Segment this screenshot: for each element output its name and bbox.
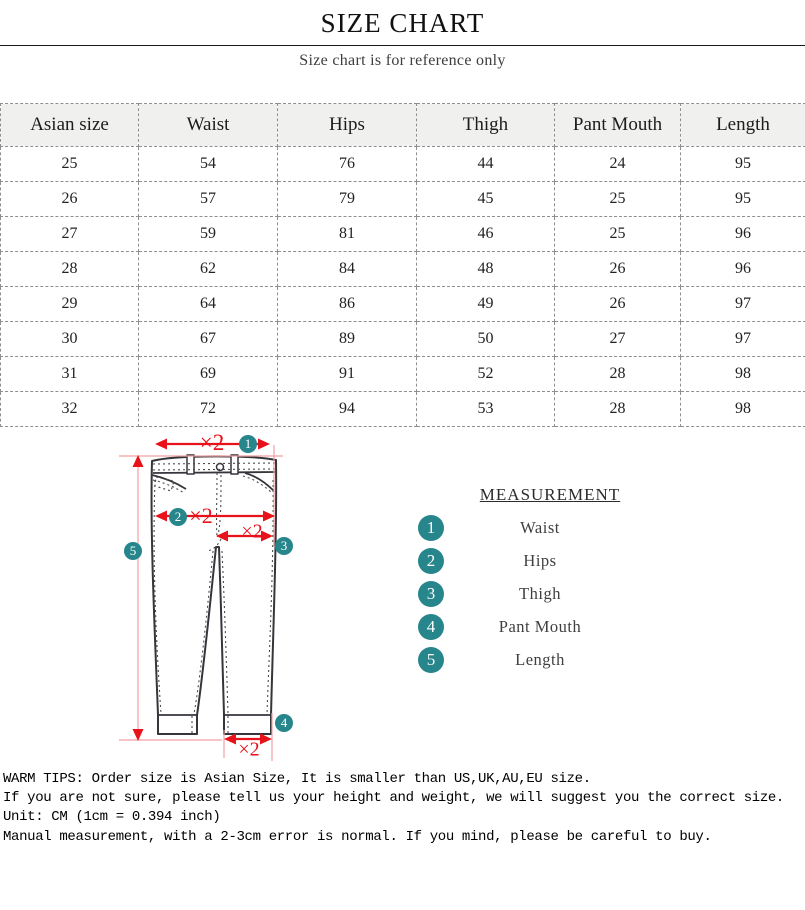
waist-marker-badge: 1 bbox=[239, 435, 257, 453]
column-header-pant-mouth: Pant Mouth bbox=[555, 104, 681, 147]
legend-label-thigh: Thigh bbox=[519, 583, 561, 603]
table-cell: 54 bbox=[139, 147, 278, 182]
table-row bbox=[1, 182, 805, 217]
table-cell: 96 bbox=[681, 217, 805, 252]
table-cell: 24 bbox=[555, 147, 681, 182]
table-header-row bbox=[1, 104, 805, 147]
warm-tips-line-1: WARM TIPS: Order size is Asian Size, It is smaller than US,UK,AU,EU size. bbox=[3, 771, 591, 787]
page-subtitle: Size chart is for reference only bbox=[299, 52, 506, 69]
table-cell: 25 bbox=[555, 217, 681, 252]
table-cell: 49 bbox=[417, 287, 555, 322]
table-cell: 26 bbox=[555, 287, 681, 322]
table-cell: 44 bbox=[417, 147, 555, 182]
measurement-diagram bbox=[0, 425, 805, 775]
table-cell: 46 bbox=[417, 217, 555, 252]
legend-badge-2: 2 bbox=[418, 548, 444, 574]
legend-item-thigh bbox=[410, 577, 690, 610]
table-cell: 95 bbox=[681, 182, 805, 217]
table-cell: 76 bbox=[278, 147, 417, 182]
table-cell: 57 bbox=[139, 182, 278, 217]
column-header-thigh: Thigh bbox=[417, 104, 555, 147]
legend-badge-5: 5 bbox=[418, 647, 444, 673]
length-marker-badge: 5 bbox=[124, 542, 142, 560]
pant-mouth-multiplier-label: ×2 bbox=[238, 738, 260, 761]
title-divider bbox=[0, 45, 805, 46]
table-row bbox=[1, 252, 805, 287]
table-cell: 84 bbox=[278, 252, 417, 287]
table-cell: 89 bbox=[278, 322, 417, 357]
table-row bbox=[1, 322, 805, 357]
column-header-length: Length bbox=[681, 104, 805, 147]
table-cell: 97 bbox=[681, 287, 805, 322]
page-title: SIZE CHART bbox=[320, 8, 485, 38]
column-header-hips: Hips bbox=[278, 104, 417, 147]
table-cell: 26 bbox=[555, 252, 681, 287]
table-cell: 28 bbox=[1, 252, 139, 287]
legend-badge-1: 1 bbox=[418, 515, 444, 541]
table-cell: 94 bbox=[278, 392, 417, 427]
table-cell: 64 bbox=[139, 287, 278, 322]
warm-tips-line-4: Manual measurement, with a 2-3cm error is normal. If you mind, please be careful to buy. bbox=[3, 828, 712, 845]
table-body bbox=[1, 147, 805, 427]
table-cell: 30 bbox=[1, 322, 139, 357]
legend-label-length: Length bbox=[515, 649, 565, 669]
warm-tips bbox=[3, 770, 803, 847]
table-cell: 27 bbox=[555, 322, 681, 357]
pants-illustration bbox=[152, 455, 277, 734]
size-table bbox=[0, 103, 805, 427]
table-row bbox=[1, 287, 805, 322]
legend-label-waist: Waist bbox=[520, 517, 560, 537]
legend-badge-3: 3 bbox=[418, 581, 444, 607]
table-cell: 52 bbox=[417, 357, 555, 392]
legend-item-pant-mouth bbox=[410, 610, 690, 643]
table-cell: 26 bbox=[1, 182, 139, 217]
legend-item-length bbox=[410, 643, 690, 676]
table-row bbox=[1, 217, 805, 252]
warm-tips-line-3: Unit: CM (1cm = 0.394 inch) bbox=[3, 809, 221, 826]
legend-label-pant-mouth: Pant Mouth bbox=[498, 616, 582, 636]
table-cell: 28 bbox=[555, 392, 681, 427]
table-cell: 48 bbox=[417, 252, 555, 287]
table-cell: 45 bbox=[417, 182, 555, 217]
legend-badge-4: 4 bbox=[418, 614, 444, 640]
measurement-legend bbox=[410, 485, 690, 676]
table-row bbox=[1, 392, 805, 427]
legend-title: MEASUREMENT bbox=[479, 485, 621, 504]
table-cell: 27 bbox=[1, 217, 139, 252]
table-cell: 86 bbox=[278, 287, 417, 322]
table-cell: 81 bbox=[278, 217, 417, 252]
legend-label-hips: Hips bbox=[523, 550, 557, 570]
table-cell: 91 bbox=[278, 357, 417, 392]
column-header-asian-size: Asian size bbox=[1, 104, 139, 147]
table-cell: 31 bbox=[1, 357, 139, 392]
column-header-waist: Waist bbox=[139, 104, 278, 147]
table-cell: 25 bbox=[1, 147, 139, 182]
hips-marker-badge: 2 bbox=[169, 508, 187, 526]
legend-item-waist bbox=[410, 511, 690, 544]
table-cell: 67 bbox=[139, 322, 278, 357]
table-cell: 28 bbox=[555, 357, 681, 392]
table-cell: 72 bbox=[139, 392, 278, 427]
table-cell: 50 bbox=[417, 322, 555, 357]
hips-multiplier-label: ×2 bbox=[189, 503, 213, 528]
table-cell: 97 bbox=[681, 322, 805, 357]
waist-multiplier-label: ×2 bbox=[199, 430, 225, 455]
table-row bbox=[1, 357, 805, 392]
table-cell: 98 bbox=[681, 392, 805, 427]
table-cell: 69 bbox=[139, 357, 278, 392]
table-cell: 79 bbox=[278, 182, 417, 217]
table-cell: 62 bbox=[139, 252, 278, 287]
table-cell: 95 bbox=[681, 147, 805, 182]
table-cell: 98 bbox=[681, 357, 805, 392]
table-row bbox=[1, 147, 805, 182]
table-cell: 96 bbox=[681, 252, 805, 287]
legend-item-hips bbox=[410, 544, 690, 577]
table-cell: 53 bbox=[417, 392, 555, 427]
table-cell: 29 bbox=[1, 287, 139, 322]
thigh-multiplier-label: ×2 bbox=[241, 520, 263, 543]
pant-mouth-marker-badge: 4 bbox=[275, 714, 293, 732]
table-cell: 32 bbox=[1, 392, 139, 427]
table-cell: 59 bbox=[139, 217, 278, 252]
thigh-marker-badge: 3 bbox=[275, 537, 293, 555]
warm-tips-line-2: If you are not sure, please tell us your height and weight, we will suggest you the correct size. bbox=[3, 790, 784, 807]
table-cell: 25 bbox=[555, 182, 681, 217]
